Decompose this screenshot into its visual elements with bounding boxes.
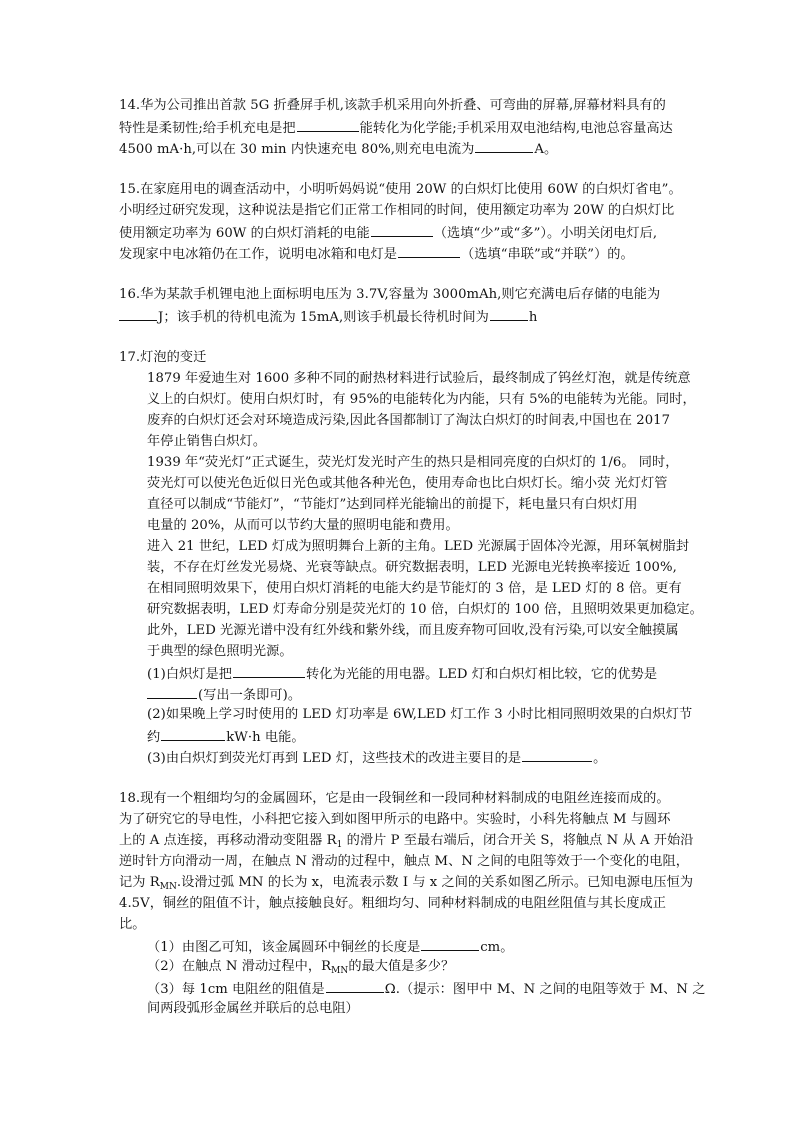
q18-subq-3-cont: 间两段弧形金属丝并联后的总电阻） [147, 1001, 359, 1016]
q17-para-line: 1879 年爱迪生对 1600 多种不同的耐热材料进行试验后，最终制成了钨丝灯泡，就是传统意 [147, 371, 691, 386]
q18-subq-1: （1）由图乙可知，该金属圆环中铜丝的长度是 cm。 [147, 936, 513, 958]
q18-line-5: 记为 $R_{MN}$.设滑过弧 MN 的长为 x，电流表示数 I 与 x 之间的关系如图乙所示。已知电源电压恒为 [119, 875, 694, 892]
q17-para-line: 在相同照明效果下，使用白炽灯消耗的电能大约是节能灯的 3 倍，是 LED 灯的 8 倍。更有 [147, 581, 682, 596]
q14-line-3: 4500 mA·h,可以在 30 min 内快速充电 80%,则充电电流为 A。 [119, 138, 557, 160]
q17-subq-1-cont: (写出一条即可)。 [147, 684, 301, 706]
q17-para-line: 装，不存在灯丝发光易烧、光衰等缺点。研究数据表明，LED 光源电光转换率接近 100%, [147, 560, 677, 575]
q18-line-4: 逆时针方向滑动一周，在触点 N 滑动的过程中，触点 M、N 之间的电阻等效于一个变化的电阻， [119, 854, 689, 869]
q17-para-line: 此外，LED 光源光谱中没有红外线和紫外线，而且废弃物可回收,没有污染,可以安全触摸属 [147, 623, 679, 638]
q17-subq-1: (1)白炽灯是把 转化为光能的用电器。LED 灯和白炽灯相比较，它的优势是 [147, 663, 657, 685]
q15-line-3: 使用额定功率为 60W 的白炽灯消耗的电能 （选填“少”或“多”）。小明关闭电灯后, [119, 222, 657, 244]
q17-para-line: 1939 年“荧光灯”正式诞生，荧光灯发光时产生的热只是相同亮度的白炽灯的 1/6。 同时， [147, 455, 679, 470]
q15-line-2: 小明经过研究发现，这种说法是指它们正常工作相同的时间，使用额定功率为 20W 的白炽灯比 [119, 203, 675, 218]
q16-answer-blank-2[interactable] [490, 306, 528, 321]
q14-line-2: 特性是柔韧性;给手机充电是把 能转化为化学能;手机采用双电池结构,电池总容量高达 [119, 117, 673, 139]
q18-subq-3: （3）每 1cm 电阻丝的阻值是 Ω.（提示：图甲中 M、N 之间的电阻等效于 M、N 之 [147, 978, 706, 1000]
q17-subq-2: (2)如果晚上学习时使用的 LED 灯功率是 6W,LED 灯工作 3 小时比相同照明效果的白炽灯节 [147, 707, 693, 722]
q14-answer-blank-2[interactable] [475, 138, 533, 153]
q15-line-1: 15.在家庭用电的调查活动中，小明听妈妈说“使用 20W 的白炽灯比使用 60W 的白炽灯省电”。 [119, 182, 682, 197]
q17-para-line: 义上的白炽灯。使用白炽灯时，有 95%的电能转化为内能，只有 5%的电能转为光能。同时， [147, 392, 696, 407]
q15-line-4: 发现家中电冰箱仍在工作，说明电冰箱和电灯是 （选填“串联”或“并联”）的。 [119, 243, 634, 265]
q17-answer-blank-4[interactable] [522, 747, 592, 762]
q16-answer-blank-1[interactable] [119, 306, 157, 321]
q17-para-line: 研究数据表明，LED 灯寿命分别是荧光灯的 10 倍，白炽灯的 100 倍，且照明效果更加稳定。 [147, 602, 703, 617]
q17-para-line: 进入 21 世纪，LED 灯成为照明舞台上新的主角。LED 光源属于固体冷光源，用环氧树脂封 [147, 539, 690, 554]
q18-subq-2: （2）在触点 N 滑动过程中，$R_{MN}$的最大值是多少？ [147, 959, 455, 976]
q17-para-line: 直径可以制成“节能灯”，“节能灯”达到同样光能输出的前提下，耗电量只有白炽灯用 [147, 497, 638, 512]
q15-answer-blank-1[interactable] [371, 222, 433, 237]
q17-subq-3: (3)由白炽灯到荧光灯再到 LED 灯，这些技术的改进主要目的是 。 [147, 747, 606, 769]
q18-line-3: 上的 A 点连接，再移动滑动变阻器 $R_1$ 的滑片 P 至最右端后，闭合开关 S，将触点 N 从 A 开始沿 [119, 833, 694, 850]
q18-line-2: 为了研究它的导电性，小科把它接入到如图甲所示的电路中。实验时，小科先将触点 M 与圆环 [119, 812, 671, 827]
q18-line-7: 比。 [119, 917, 146, 932]
q17-para-line: 年停止销售白炽灯。 [147, 434, 267, 449]
q18-line-6: 4.5V，铜丝的阻值不计，触点接触良好。粗细均匀、同种材料制成的电阻丝阻值与其长度成正 [119, 896, 666, 911]
q17-title: 17.灯泡的变迁 [119, 350, 207, 365]
q18-line-1: 18.现有一个粗细均匀的金属圆环，它是由一段铜丝和一段同种材料制成的电阻丝连接而成的。 [119, 791, 670, 806]
q17-para-line: 于典型的绿色照明光源。 [147, 644, 293, 659]
q14-line-1: 14.华为公司推出首款 5G 折叠屏手机,该款手机采用向外折叠、可弯曲的屏幕,屏幕材料具有的 [119, 98, 666, 113]
q15-answer-blank-2[interactable] [398, 243, 460, 258]
q17-answer-blank-1[interactable] [233, 663, 305, 678]
q17-para-line: 废弃的白炽灯还会对环境造成污染,因此各国都制订了淘汰白炽灯的时间表,中国也在 2017 [147, 413, 671, 428]
q17-answer-blank-2[interactable] [147, 684, 197, 699]
q17-answer-blank-3[interactable] [161, 726, 225, 741]
q18-answer-blank-2[interactable] [326, 978, 384, 993]
q17-para-line: 荧光灯可以使光色近似日光色或其他各种光色，使用寿命也比白炽灯长。缩小荧 光灯灯管 [147, 476, 668, 491]
q18-answer-blank-1[interactable] [421, 936, 479, 951]
q16-line-1: 16.华为某款手机锂电池上面标明电压为 3.7V,容量为 3000mAh,则它充满电后存储的电能为 [119, 287, 661, 302]
q17-subq-2-cont: 约 kW·h 电能。 [147, 726, 305, 748]
q14-answer-blank-1[interactable] [297, 117, 359, 132]
q17-para-line: 电量的 20%，从而可以节约大量的照明电能和费用。 [147, 518, 459, 533]
q16-line-2: J；该手机的待机电流为 15mA,则该手机最长待机时间为 h [119, 306, 537, 328]
